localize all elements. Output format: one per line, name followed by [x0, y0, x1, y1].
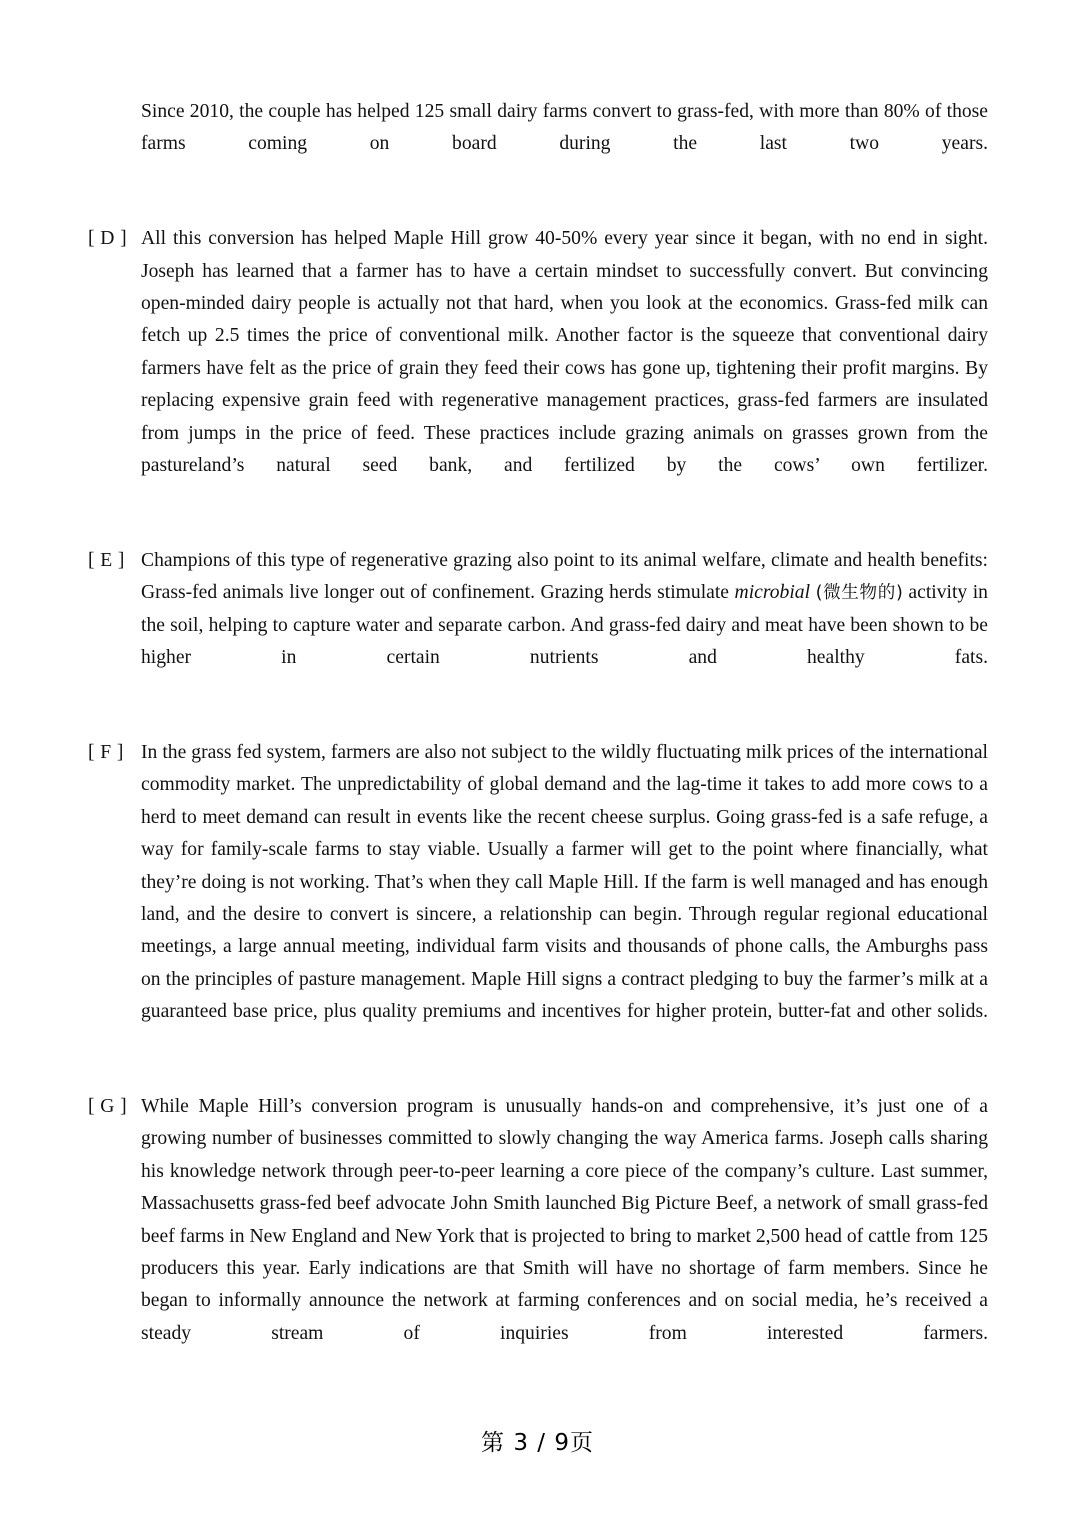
paragraph-text: All this conversion has helped Maple Hill grow 40-50% every year since it began, with no end in sight. Joseph has learned that a farmer has to have a certain mindset to successfully convert. But convincing open-minded dairy people is actually not that hard, when you look at the economics. Grass-fed milk can fetch up 2.5 times the price of conventional milk. Another factor is the squeeze that conventional dairy farmers have felt as the price of grain they feed their cows has gone up, tightening their profit margins. By replacing expensive grain feed with regenerative management practices, grass-fed farmers are insulated from jumps in the price of feed. These practices include grazing animals on grasses grown from the pastureland’s natural seed bank, and fertilized by the cows’ own fertilizer.	[141, 228, 988, 477]
passage-body	[88, 96, 988, 1383]
glossed-term: microbial	[734, 582, 811, 604]
paragraph-text	[141, 545, 988, 707]
paragraph-d	[88, 223, 988, 515]
page-footer	[0, 1424, 1075, 1457]
text-after-gloss: activity in the soil, helping to capture water and separate carbon. And grass-fed dairy and meat have been shown to be higher in certain nutrients and healthy fats.	[141, 582, 988, 669]
paragraph-g	[88, 1091, 988, 1383]
chinese-gloss: (微生物的)	[815, 583, 903, 604]
paragraph-marker-d: [ D ]	[88, 228, 127, 250]
paragraph-e	[88, 545, 988, 707]
paragraph-marker-g: [ G ]	[88, 1095, 127, 1117]
paragraph-marker-e: [ E ]	[88, 549, 125, 571]
paragraph-marker-f: [ F ]	[88, 741, 124, 763]
paragraph-text: While Maple Hill’s conversion program is unusually hands-on and comprehensive, it’s just one of a growing number of businesses committed to slowly changing the way America farms. Joseph calls sharing his knowledge network through peer-to-peer learning a core piece of the company’s culture. Last summer, Massachusetts grass-fed beef advocate John Smith launched Big Picture Beef, a network of small grass-fed beef farms in New England and New York that is projected to bring to market 2,500 head of cattle from 125 producers this year. Early indications are that Smith will have no shortage of farm members. Since he began to informally announce the network at farming conferences and on social media, he’s received a steady stream of inquiries from interested farmers.	[141, 1095, 988, 1344]
paragraph-continuation	[88, 96, 988, 193]
paragraph-f	[88, 737, 988, 1061]
text-before-gloss: Champions of this type of regenerative grazing also point to its animal welfare, climate and health benefits: Grass-fed animals live longer out of confinement. Grazing herds stimulate	[141, 549, 988, 604]
paragraph-text: In the grass fed system, farmers are also not subject to the wildly fluctuating milk prices of the international commodity market. The unpredictability of global demand and the lag-time it takes to add more cows to a herd to meet demand can result in events like the recent cheese surplus. Going grass-fed is a safe refuge, a way for family-scale farms to stay viable. Usually a farmer will get to the point where financially, what they’re doing is not working. That’s when they call Maple Hill. If the farm is well managed and has enough land, and the desire to convert is sincere, a relationship can begin. Through regular regional educational meetings, a large annual meeting, individual farm visits and thousands of phone calls, the Amburghs pass on the principles of pasture management. Maple Hill signs a contract pledging to buy the farmer’s milk at a guaranteed base price, plus quality premiums and incentives for higher protein, butter-fat and other solids.	[141, 741, 988, 1023]
paragraph-text: Since 2010, the couple has helped 125 small dairy farms convert to grass-fed, with more than 80% of those farms coming on board during the last two years.	[141, 101, 988, 155]
page-number-label: 第 3 / 9页	[481, 1430, 594, 1456]
